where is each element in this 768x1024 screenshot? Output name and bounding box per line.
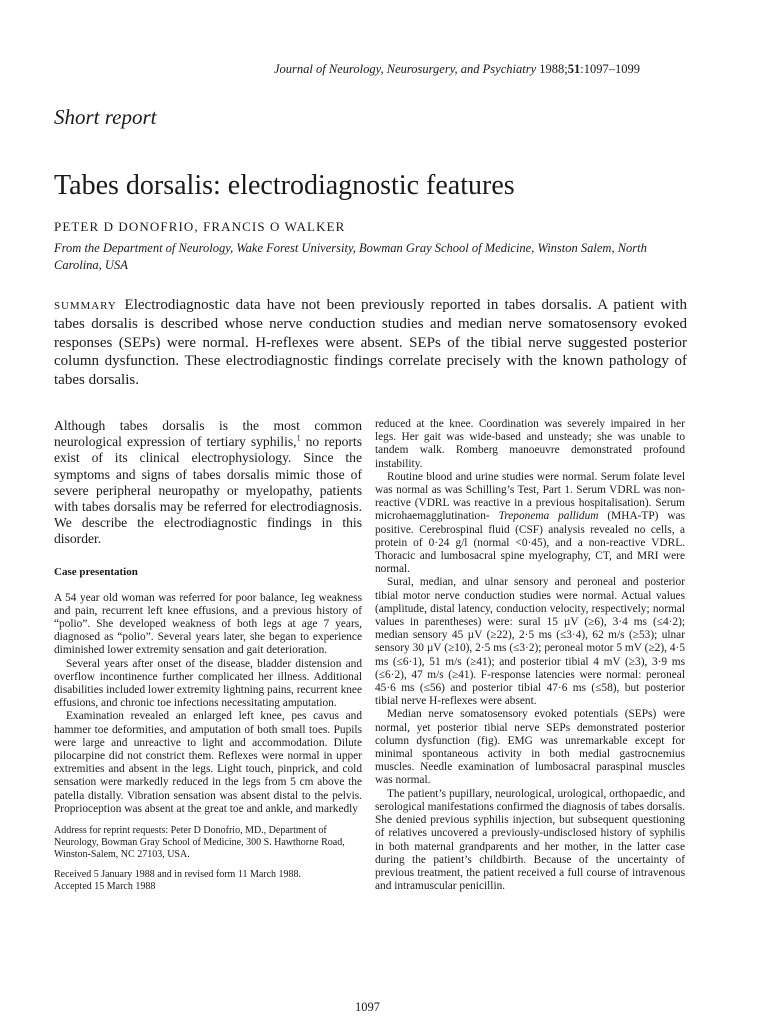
right-paragraph-2	[375, 471, 685, 577]
intro-text-a: Although tabes dorsalis is the most common neurological expression of tertiary syphilis,	[54, 418, 362, 450]
summary-label: SUMMARY	[54, 300, 117, 312]
species-name: Treponema pallidum	[498, 510, 599, 523]
left-column	[54, 418, 362, 893]
right-paragraph-5: The patient’s pupillary, neurological, urological, orthopaedic, and serological manifestations confirmed the diagnosis of tabes dorsalis. She denied previous syphilis injection, but subsequent questioning of relatives uncovered a previously-undisclosed history of syphilis in both maternal grandparents and her mother, in the latter case during the patient’s childbirth. Because of the uncertainty of previous treatment, the patient received a full course of intravenous and intramuscular penicillin.	[375, 787, 685, 893]
affiliation: From the Department of Neurology, Wake Forest University, Bowman Gray School of Medicine, Winston Salem, North Carolina, USA	[54, 241, 647, 272]
journal-pages: :1097–1099	[580, 62, 640, 76]
case-paragraph-1: A 54 year old woman was referred for poor balance, leg weakness and pain, recurrent left knee effusions, and a previous history of “polio”. She developed weakness of both legs at age 7 years, diagnosed as “polio”. Several years later, she began to experience diminished lower extremity sensation and gait deterioration.	[54, 591, 362, 657]
article-title: Tabes dorsalis: electrodiagnostic features	[54, 170, 515, 201]
case-paragraph-2: Several years after onset of the disease, bladder distension and overflow incontinence further complicated her illness. Additional disabilities included lower extremity lightning pains, recurrent knee effusions, and chronic toe infections necessitating amputation.	[54, 657, 362, 710]
journal-name: Journal of Neurology, Neurosurgery, and Psychiatry	[274, 62, 537, 76]
journal-year: 1988;	[539, 62, 568, 76]
page-number: 1097	[355, 1000, 380, 1014]
right-paragraph-4: Median nerve somatosensory evoked potentials (SEPs) were normal, yet posterior tibial nerve SEPs demonstrated posterior column dysfunction (fig). EMG was unremarkable except for minimal spontaneous activity in both medial gastrocnemius muscles. Needle examination of lumbosacral paraspinal muscles was normal.	[375, 708, 685, 787]
right-paragraph-3: Sural, median, and ulnar sensory and peroneal and posterior tibial motor nerve conduction studies were normal. Actual values (amplitude, distal latency, conduction velocity, respectively; normal values in parentheses) were: sural 15 µV (≥6), 3·4 ms (≤4·2); median sensory 45 µV (≥22), 2·5 ms (≤3·4), 62 m/s (≥53); ulnar sensory 30 µV (≥10), 2·5 ms (≤3·2); peroneal motor 5 mV (≥2), 4·5 ms (≤6·1), 51 m/s (≥41); and posterior tibial 4 mV (≥3), 3·9 ms (≤6·2), 47 m/s (≥41). F-response latencies were normal: peroneal 45·6 ms (≤56) and posterior tibial 47·6 ms (≤58), but posterior tibial nerve H-reflexes were absent.	[375, 576, 685, 708]
case-paragraph-3: Examination revealed an enlarged left knee, pes cavus and hammer toe deformities, and amputation of both small toes. Pupils were large and unreactive to light and accommodation. Dilute pilocarpine did not constrict them. Reflexes were normal in upper extremities and absent in the legs. Light touch, pinprick, and cold sensation were markedly reduced in the legs from 5 cm above the patella distally. Vibration sensation was absent distal to the pelvis. Proprioception was absent at the great toe and ankle, and markedly	[54, 710, 362, 815]
intro-text-b: no reports exist of its clinical electrophysiology. Since the symptoms and signs of tabes dorsalis mimic those of severe peripheral neuropathy or myelopathy, patients with tabes dorsalis may be referred for electrodiagnosis. We describe the electrodiagnostic findings in this disorder.	[54, 434, 363, 547]
section-label: Short report	[54, 105, 157, 129]
case-heading: Case presentation	[54, 565, 138, 578]
journal-volume: 51	[567, 62, 581, 76]
reprint-address: Address for reprint requests: Peter D Donofrio, MD., Department of Neurology, Bowman Gray School of Medicine, 300 S. Hawthorne Road, Winston-Salem, NC 27103, USA.	[54, 825, 345, 861]
received-date: Received 5 January 1988 and in revised form 11 March 1988.	[54, 868, 302, 880]
right-column	[375, 418, 685, 893]
summary-text: Electrodiagnostic data have not been previously reported in tabes dorsalis. A patient with tabes dorsalis is described whose nerve conduction studies and median nerve somatosensory evoked responses (SEPs) were normal. H-reflexes were absent. SEPs of the tibial nerve suggested posterior column dysfunction. These electrodiagnostic findings correlate precisely with the known pathology of tabes dorsalis.	[54, 297, 687, 388]
right-paragraph-1: reduced at the knee. Coordination was severely impaired in her legs. Her gait was wide-based and unsteady; she was unable to tandem walk. Romberg manoeuvre demonstrated profound instability.	[375, 418, 685, 470]
right-paragraph-2-b: (MHA-TP) was positive. Cerebrospinal fluid (CSF) analysis revealed no cells, a protein of 0·24 g/l (normal <0·45), and a non-reactive VDRL. Thoracic and lumbosacral spine myelography, CT, and MRI were normal.	[375, 510, 686, 576]
authors: PETER D DONOFRIO, FRANCIS O WALKER	[54, 219, 346, 234]
summary	[54, 296, 687, 389]
right-paragraph-2-a: Routine blood and urine studies were normal. Serum folate level was normal as was Schilling’s Test, Part 1. Serum VDRL was non-reactive (VDRL was reactive in a previous hospitalisation). Serum microhaemagglutination-	[375, 470, 685, 523]
reference-marker: 1	[296, 433, 301, 443]
journal-header	[274, 62, 640, 77]
accepted-date: Accepted 15 March 1988	[54, 880, 156, 892]
intro-paragraph	[54, 418, 362, 548]
